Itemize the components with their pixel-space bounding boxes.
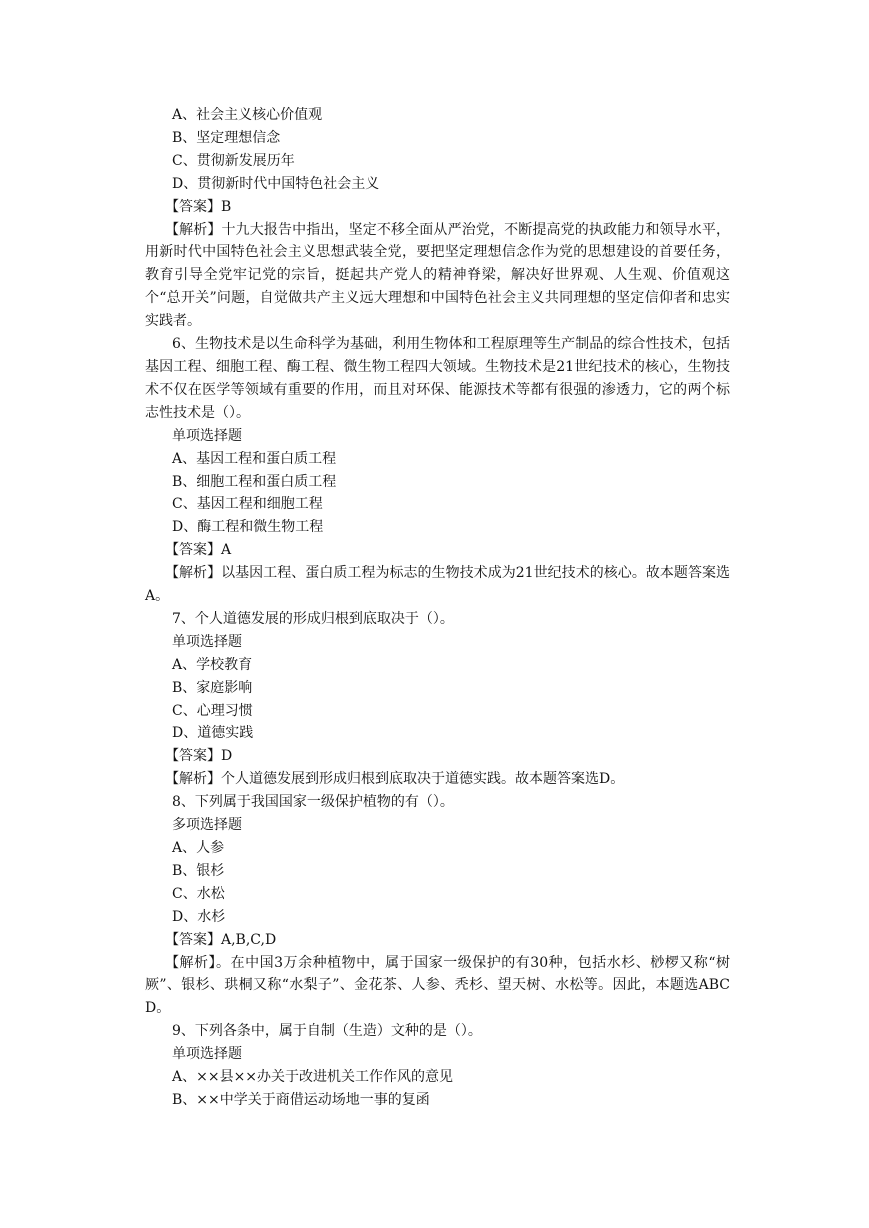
- q7-option-c: C、心理习惯: [172, 702, 253, 719]
- q8-stem: 8、下列属于我国国家一级保护植物的有（）。: [172, 794, 454, 811]
- q8-option-d: D、水杉: [172, 908, 226, 925]
- q6-stem: 6、生物技术是以生命科学为基础，利用生物体和工程原理等生产制品的综合性技术，包括基因工程、细胞工程、酶工程、微生物工程四大领域。生物技术是21世纪技术的核心，生物技术不仅在医学等领域有重要的作用，而且对环保、能源技术等都有很强的渗透力，它的两个标志性技术是（）。: [145, 336, 730, 421]
- q9-option-b: B、××中学关于商借运动场地一事的复函: [172, 1091, 430, 1108]
- q6-option-c: C、基因工程和细胞工程: [172, 496, 323, 513]
- q6-option-d: D、酶工程和微生物工程: [172, 519, 324, 536]
- q6-analysis: 【解析】以基因工程、蛋白质工程为标志的生物技术成为21世纪技术的核心。故本题答案选A。: [145, 565, 730, 605]
- q8-option-a: A、人参: [172, 840, 225, 856]
- q6-answer: 【答案】A: [165, 542, 232, 559]
- q7-analysis: 【解析】个人道德发展到形成归根到底取决于道德实践。故本题答案选D。: [165, 771, 625, 788]
- document-page: [145, 104, 730, 1112]
- q9-type: 单项选择题: [172, 1046, 242, 1063]
- q7-answer: 【答案】D: [165, 748, 233, 765]
- q6-type: 单项选择题: [172, 427, 242, 444]
- q7-option-d: D、道德实践: [172, 725, 254, 742]
- q8-type: 多项选择题: [172, 817, 242, 834]
- q5-option-d: D、贯彻新时代中国特色社会主义: [172, 175, 380, 192]
- q6-option-a: A、基因工程和蛋白质工程: [172, 450, 337, 467]
- q7-option-b: B、家庭影响: [172, 679, 253, 696]
- q5-option-c: C、贯彻新发展历年: [172, 152, 295, 169]
- q8-analysis: 【解析】。在中国3万余种植物中，属于国家一级保护的有30种，包括水杉、桫椤又称“树厥”、银杉、珙桐又称“水梨子”、金花茶、人参、秃杉、望天树、水松等。因此，本题选ABCD。: [145, 954, 730, 1017]
- q7-option-a: A、学校教育: [172, 656, 253, 673]
- q5-answer: 【答案】B: [165, 198, 232, 215]
- q5-analysis: 【解析】十九大报告中指出，坚定不移全面从严治党，不断提高党的执政能力和领导水平，用新时代中国特色社会主义思想武装全党，要把坚定理想信念作为党的思想建设的首要任务，教育引导全党牢记党的宗旨，挺起共产党人的精神脊梁，解决好世界观、人生观、价值观这个“总开关”问题，自觉做共产主义远大理想和中国特色社会主义共同理想的坚定信仰者和忠实实践者。: [145, 221, 730, 330]
- q7-type: 单项选择题: [172, 633, 242, 650]
- q5-option-a: A、社会主义核心价值观: [172, 107, 323, 123]
- q7-stem: 7、个人道德发展的形成归根到底取决于（）。: [172, 610, 454, 627]
- q9-stem: 9、下列各条中，属于自制（生造）文种的是（）。: [172, 1023, 482, 1040]
- q8-answer: 【答案】A,B,C,D: [165, 931, 277, 948]
- q9-option-a: A、××县××办关于改进机关工作作风的意见: [172, 1069, 454, 1086]
- q8-option-c: C、水松: [172, 885, 225, 902]
- q6-option-b: B、细胞工程和蛋白质工程: [172, 473, 337, 490]
- q8-option-b: B、银杉: [172, 862, 225, 879]
- q5-option-b: B、坚定理想信念: [172, 129, 281, 146]
